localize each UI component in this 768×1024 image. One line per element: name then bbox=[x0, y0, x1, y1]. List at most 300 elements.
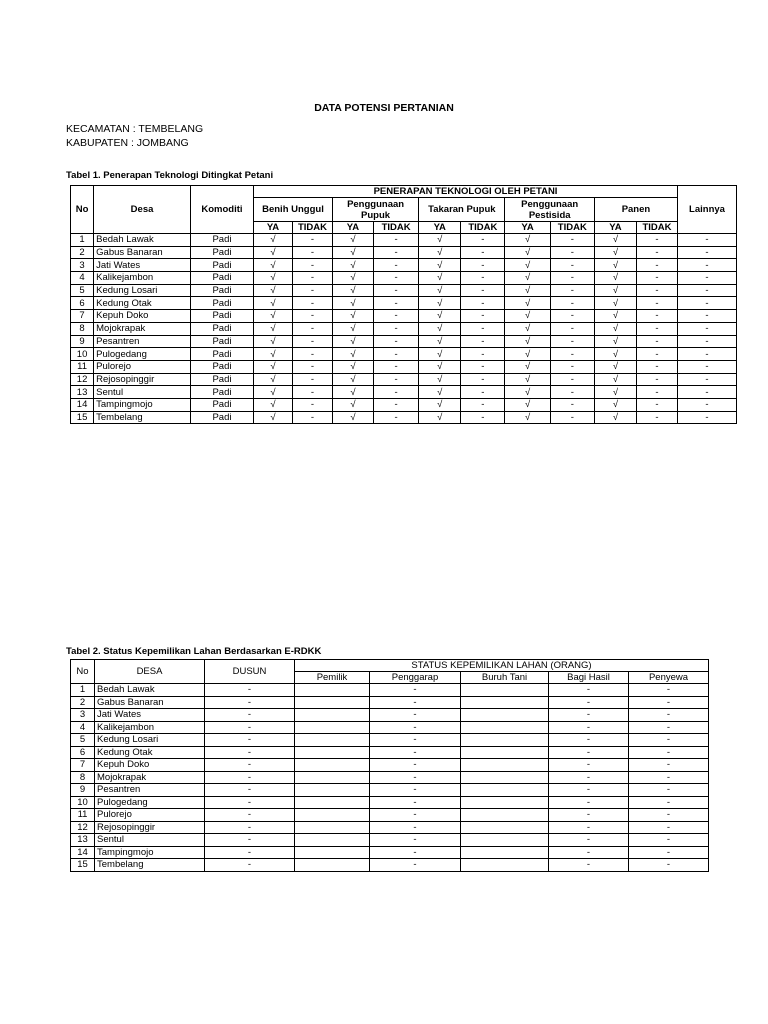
table-row bbox=[71, 796, 709, 809]
row-penyewa: - bbox=[629, 859, 709, 872]
row-komoditi: Padi bbox=[190, 272, 253, 285]
row-lainnya: - bbox=[678, 234, 737, 247]
row-no: 15 bbox=[71, 859, 95, 872]
row-no: 9 bbox=[71, 784, 95, 797]
row-buruh-tani bbox=[461, 709, 549, 722]
row-pemilik bbox=[295, 771, 370, 784]
row-dusun: - bbox=[205, 746, 295, 759]
header-ya: YA bbox=[505, 222, 550, 234]
row-desa: Pesantren bbox=[94, 335, 191, 348]
table-row bbox=[71, 234, 737, 247]
table-row bbox=[71, 821, 709, 834]
row-tidak-mark: - bbox=[461, 411, 505, 424]
row-no: 1 bbox=[71, 234, 94, 247]
header-panen: Panen bbox=[594, 198, 677, 222]
row-pemilik bbox=[295, 834, 370, 847]
row-buruh-tani bbox=[461, 771, 549, 784]
row-komoditi: Padi bbox=[190, 373, 253, 386]
row-lainnya: - bbox=[678, 259, 737, 272]
row-tidak-mark: - bbox=[636, 272, 677, 285]
row-ya-mark: √ bbox=[332, 322, 373, 335]
row-tidak-mark: - bbox=[461, 348, 505, 361]
row-desa: Bedah Lawak bbox=[94, 234, 191, 247]
row-ya-mark: √ bbox=[594, 360, 636, 373]
row-ya-mark: √ bbox=[419, 284, 461, 297]
row-tidak-mark: - bbox=[292, 386, 332, 399]
row-no: 5 bbox=[71, 284, 94, 297]
row-dusun: - bbox=[205, 696, 295, 709]
row-dusun: - bbox=[205, 684, 295, 697]
row-tidak-mark: - bbox=[373, 259, 418, 272]
table-row bbox=[71, 759, 709, 772]
row-tidak-mark: - bbox=[636, 234, 677, 247]
row-no: 1 bbox=[71, 684, 95, 697]
row-no: 8 bbox=[71, 771, 95, 784]
row-lainnya: - bbox=[678, 310, 737, 323]
row-no: 8 bbox=[71, 322, 94, 335]
row-no: 5 bbox=[71, 734, 95, 747]
row-buruh-tani bbox=[461, 784, 549, 797]
row-no: 10 bbox=[71, 348, 94, 361]
table-row bbox=[71, 709, 709, 722]
row-bagi-hasil: - bbox=[549, 709, 629, 722]
row-ya-mark: √ bbox=[332, 398, 373, 411]
row-tidak-mark: - bbox=[636, 411, 677, 424]
row-buruh-tani bbox=[461, 759, 549, 772]
row-penggarap: - bbox=[370, 721, 461, 734]
row-ya-mark: √ bbox=[254, 272, 293, 285]
header-ya: YA bbox=[419, 222, 461, 234]
row-penyewa: - bbox=[629, 771, 709, 784]
row-ya-mark: √ bbox=[594, 284, 636, 297]
row-no: 6 bbox=[71, 297, 94, 310]
row-tidak-mark: - bbox=[461, 234, 505, 247]
row-tidak-mark: - bbox=[550, 297, 594, 310]
row-ya-mark: √ bbox=[419, 310, 461, 323]
row-bagi-hasil: - bbox=[549, 859, 629, 872]
table-row bbox=[71, 696, 709, 709]
row-pemilik bbox=[295, 709, 370, 722]
row-tidak-mark: - bbox=[373, 386, 418, 399]
row-ya-mark: √ bbox=[254, 310, 293, 323]
row-ya-mark: √ bbox=[332, 259, 373, 272]
row-penggarap: - bbox=[370, 784, 461, 797]
row-tidak-mark: - bbox=[636, 259, 677, 272]
row-ya-mark: √ bbox=[332, 373, 373, 386]
header-ya: YA bbox=[254, 222, 293, 234]
table-row bbox=[71, 297, 737, 310]
row-buruh-tani bbox=[461, 821, 549, 834]
header-pemilik: Pemilik bbox=[295, 672, 370, 684]
row-ya-mark: √ bbox=[332, 360, 373, 373]
row-tidak-mark: - bbox=[550, 284, 594, 297]
row-penyewa: - bbox=[629, 846, 709, 859]
row-tidak-mark: - bbox=[292, 322, 332, 335]
row-lainnya: - bbox=[678, 360, 737, 373]
row-penggarap: - bbox=[370, 859, 461, 872]
row-buruh-tani bbox=[461, 696, 549, 709]
row-tidak-mark: - bbox=[550, 373, 594, 386]
kabupaten-label: KABUPATEN : JOMBANG bbox=[66, 137, 189, 149]
row-ya-mark: √ bbox=[332, 272, 373, 285]
header-penyewa: Penyewa bbox=[629, 672, 709, 684]
table-row bbox=[71, 284, 737, 297]
row-ya-mark: √ bbox=[594, 373, 636, 386]
row-tidak-mark: - bbox=[373, 398, 418, 411]
row-dusun: - bbox=[205, 809, 295, 822]
row-lainnya: - bbox=[678, 348, 737, 361]
row-lainnya: - bbox=[678, 398, 737, 411]
row-tidak-mark: - bbox=[636, 386, 677, 399]
row-desa: Tembelang bbox=[95, 859, 205, 872]
row-lainnya: - bbox=[678, 386, 737, 399]
row-tidak-mark: - bbox=[550, 322, 594, 335]
row-penggarap: - bbox=[370, 834, 461, 847]
row-tidak-mark: - bbox=[550, 310, 594, 323]
table2-caption: Tabel 2. Status Kepemilikan Lahan Berdasarkan E-RDKK bbox=[66, 646, 322, 657]
row-desa: Tampingmojo bbox=[95, 846, 205, 859]
row-lainnya: - bbox=[678, 322, 737, 335]
header-no: No bbox=[71, 186, 94, 234]
row-pemilik bbox=[295, 721, 370, 734]
row-tidak-mark: - bbox=[550, 335, 594, 348]
row-penyewa: - bbox=[629, 759, 709, 772]
row-ya-mark: √ bbox=[254, 297, 293, 310]
header-tidak: TIDAK bbox=[292, 222, 332, 234]
row-tidak-mark: - bbox=[461, 398, 505, 411]
row-ya-mark: √ bbox=[419, 398, 461, 411]
row-lainnya: - bbox=[678, 272, 737, 285]
row-desa: Pesantren bbox=[95, 784, 205, 797]
header-tidak: TIDAK bbox=[373, 222, 418, 234]
row-tidak-mark: - bbox=[550, 348, 594, 361]
row-pemilik bbox=[295, 796, 370, 809]
row-ya-mark: √ bbox=[594, 411, 636, 424]
row-ya-mark: √ bbox=[594, 386, 636, 399]
row-komoditi: Padi bbox=[190, 297, 253, 310]
row-ya-mark: √ bbox=[332, 335, 373, 348]
row-lainnya: - bbox=[678, 335, 737, 348]
row-tidak-mark: - bbox=[292, 398, 332, 411]
row-ya-mark: √ bbox=[505, 373, 550, 386]
row-desa: Pulogedang bbox=[95, 796, 205, 809]
row-tidak-mark: - bbox=[373, 360, 418, 373]
row-ya-mark: √ bbox=[419, 322, 461, 335]
row-ya-mark: √ bbox=[505, 297, 550, 310]
row-tidak-mark: - bbox=[373, 373, 418, 386]
row-no: 2 bbox=[71, 246, 94, 259]
row-dusun: - bbox=[205, 821, 295, 834]
row-no: 4 bbox=[71, 721, 95, 734]
row-ya-mark: √ bbox=[594, 310, 636, 323]
row-bagi-hasil: - bbox=[549, 821, 629, 834]
header-dusun: DUSUN bbox=[205, 660, 295, 684]
row-komoditi: Padi bbox=[190, 234, 253, 247]
row-ya-mark: √ bbox=[505, 322, 550, 335]
row-komoditi: Padi bbox=[190, 322, 253, 335]
row-penyewa: - bbox=[629, 809, 709, 822]
row-tidak-mark: - bbox=[373, 322, 418, 335]
row-desa: Gabus Banaran bbox=[95, 696, 205, 709]
row-ya-mark: √ bbox=[505, 234, 550, 247]
row-tidak-mark: - bbox=[461, 360, 505, 373]
row-no: 10 bbox=[71, 796, 95, 809]
row-no: 3 bbox=[71, 709, 95, 722]
row-desa: Tampingmojo bbox=[94, 398, 191, 411]
row-lainnya: - bbox=[678, 284, 737, 297]
row-desa: Bedah Lawak bbox=[95, 684, 205, 697]
row-no: 9 bbox=[71, 335, 94, 348]
row-ya-mark: √ bbox=[419, 234, 461, 247]
row-dusun: - bbox=[205, 759, 295, 772]
row-tidak-mark: - bbox=[550, 234, 594, 247]
row-tidak-mark: - bbox=[292, 259, 332, 272]
row-desa: Pulorejo bbox=[95, 809, 205, 822]
row-tidak-mark: - bbox=[550, 259, 594, 272]
row-tidak-mark: - bbox=[292, 348, 332, 361]
row-desa: Jati Wates bbox=[94, 259, 191, 272]
row-ya-mark: √ bbox=[332, 411, 373, 424]
header-ya: YA bbox=[594, 222, 636, 234]
row-tidak-mark: - bbox=[461, 322, 505, 335]
table-row bbox=[71, 746, 709, 759]
row-ya-mark: √ bbox=[254, 398, 293, 411]
header-desa: DESA bbox=[95, 660, 205, 684]
row-penyewa: - bbox=[629, 834, 709, 847]
row-dusun: - bbox=[205, 834, 295, 847]
row-bagi-hasil: - bbox=[549, 734, 629, 747]
row-tidak-mark: - bbox=[550, 398, 594, 411]
row-ya-mark: √ bbox=[505, 272, 550, 285]
row-tidak-mark: - bbox=[373, 284, 418, 297]
header-penggarap: Penggarap bbox=[370, 672, 461, 684]
row-ya-mark: √ bbox=[419, 386, 461, 399]
row-ya-mark: √ bbox=[594, 259, 636, 272]
row-ya-mark: √ bbox=[332, 234, 373, 247]
row-tidak-mark: - bbox=[373, 234, 418, 247]
row-tidak-mark: - bbox=[636, 373, 677, 386]
row-ya-mark: √ bbox=[594, 234, 636, 247]
row-ya-mark: √ bbox=[505, 284, 550, 297]
row-tidak-mark: - bbox=[373, 335, 418, 348]
row-desa: Pulorejo bbox=[94, 360, 191, 373]
row-no: 3 bbox=[71, 259, 94, 272]
row-ya-mark: √ bbox=[419, 373, 461, 386]
row-tidak-mark: - bbox=[461, 246, 505, 259]
row-tidak-mark: - bbox=[636, 297, 677, 310]
row-ya-mark: √ bbox=[419, 297, 461, 310]
row-bagi-hasil: - bbox=[549, 846, 629, 859]
table-row bbox=[71, 411, 737, 424]
row-tidak-mark: - bbox=[636, 360, 677, 373]
row-buruh-tani bbox=[461, 834, 549, 847]
row-ya-mark: √ bbox=[505, 310, 550, 323]
table-row bbox=[71, 322, 737, 335]
row-tidak-mark: - bbox=[373, 411, 418, 424]
row-ya-mark: √ bbox=[505, 398, 550, 411]
table-row bbox=[71, 809, 709, 822]
row-desa: Jati Wates bbox=[95, 709, 205, 722]
table-row bbox=[71, 360, 737, 373]
row-lainnya: - bbox=[678, 246, 737, 259]
row-tidak-mark: - bbox=[636, 335, 677, 348]
row-no: 7 bbox=[71, 759, 95, 772]
row-ya-mark: √ bbox=[332, 310, 373, 323]
row-tidak-mark: - bbox=[292, 335, 332, 348]
header-komoditi: Komoditi bbox=[190, 186, 253, 234]
row-ya-mark: √ bbox=[419, 272, 461, 285]
header-lainnya: Lainnya bbox=[678, 186, 737, 234]
row-tidak-mark: - bbox=[461, 284, 505, 297]
row-bagi-hasil: - bbox=[549, 721, 629, 734]
table-row bbox=[71, 373, 737, 386]
table-row bbox=[71, 721, 709, 734]
row-desa: Kepuh Doko bbox=[94, 310, 191, 323]
row-tidak-mark: - bbox=[636, 246, 677, 259]
row-desa: Mojokrapak bbox=[95, 771, 205, 784]
row-penggarap: - bbox=[370, 696, 461, 709]
row-desa: Pulogedang bbox=[94, 348, 191, 361]
row-ya-mark: √ bbox=[332, 284, 373, 297]
row-no: 6 bbox=[71, 746, 95, 759]
row-tidak-mark: - bbox=[636, 348, 677, 361]
row-lainnya: - bbox=[678, 297, 737, 310]
row-dusun: - bbox=[205, 846, 295, 859]
row-dusun: - bbox=[205, 721, 295, 734]
row-ya-mark: √ bbox=[505, 411, 550, 424]
table-row bbox=[71, 734, 709, 747]
row-komoditi: Padi bbox=[190, 246, 253, 259]
row-penyewa: - bbox=[629, 696, 709, 709]
row-ya-mark: √ bbox=[254, 322, 293, 335]
row-ya-mark: √ bbox=[419, 246, 461, 259]
table-row bbox=[71, 246, 737, 259]
row-pemilik bbox=[295, 859, 370, 872]
row-dusun: - bbox=[205, 784, 295, 797]
row-no: 2 bbox=[71, 696, 95, 709]
row-pemilik bbox=[295, 746, 370, 759]
row-desa: Tembelang bbox=[94, 411, 191, 424]
row-tidak-mark: - bbox=[373, 297, 418, 310]
row-ya-mark: √ bbox=[505, 259, 550, 272]
header-tidak: TIDAK bbox=[550, 222, 594, 234]
row-ya-mark: √ bbox=[419, 348, 461, 361]
row-pemilik bbox=[295, 821, 370, 834]
row-ya-mark: √ bbox=[505, 360, 550, 373]
land-ownership-table bbox=[70, 659, 709, 872]
technology-table bbox=[70, 185, 737, 424]
row-tidak-mark: - bbox=[550, 246, 594, 259]
row-bagi-hasil: - bbox=[549, 809, 629, 822]
table-row bbox=[71, 784, 709, 797]
row-komoditi: Padi bbox=[190, 360, 253, 373]
header-bagi-hasil: Bagi Hasil bbox=[549, 672, 629, 684]
header-penggunaan-pestisida: Penggunaan Pestisida bbox=[505, 198, 594, 222]
row-ya-mark: √ bbox=[419, 411, 461, 424]
row-penyewa: - bbox=[629, 709, 709, 722]
row-ya-mark: √ bbox=[254, 386, 293, 399]
table-row bbox=[71, 272, 737, 285]
row-ya-mark: √ bbox=[594, 272, 636, 285]
header-benih-unggul: Benih Unggul bbox=[254, 198, 333, 222]
row-dusun: - bbox=[205, 859, 295, 872]
row-tidak-mark: - bbox=[636, 310, 677, 323]
row-tidak-mark: - bbox=[292, 272, 332, 285]
row-buruh-tani bbox=[461, 684, 549, 697]
document-title: DATA POTENSI PERTANIAN bbox=[314, 102, 454, 114]
row-tidak-mark: - bbox=[373, 246, 418, 259]
header-no: No bbox=[71, 660, 95, 684]
row-tidak-mark: - bbox=[292, 246, 332, 259]
row-tidak-mark: - bbox=[292, 297, 332, 310]
row-penggarap: - bbox=[370, 709, 461, 722]
row-pemilik bbox=[295, 759, 370, 772]
table-row bbox=[71, 846, 709, 859]
row-tidak-mark: - bbox=[636, 322, 677, 335]
row-ya-mark: √ bbox=[254, 373, 293, 386]
row-buruh-tani bbox=[461, 809, 549, 822]
row-penggarap: - bbox=[370, 846, 461, 859]
row-desa: Kalikejambon bbox=[94, 272, 191, 285]
row-penggarap: - bbox=[370, 759, 461, 772]
row-komoditi: Padi bbox=[190, 386, 253, 399]
row-buruh-tani bbox=[461, 859, 549, 872]
row-penggarap: - bbox=[370, 809, 461, 822]
row-ya-mark: √ bbox=[254, 246, 293, 259]
row-penggarap: - bbox=[370, 734, 461, 747]
row-ya-mark: √ bbox=[332, 246, 373, 259]
row-penyewa: - bbox=[629, 721, 709, 734]
row-desa: Kedung Losari bbox=[94, 284, 191, 297]
row-tidak-mark: - bbox=[461, 373, 505, 386]
row-tidak-mark: - bbox=[461, 386, 505, 399]
row-bagi-hasil: - bbox=[549, 784, 629, 797]
header-tidak: TIDAK bbox=[636, 222, 677, 234]
row-penyewa: - bbox=[629, 796, 709, 809]
row-tidak-mark: - bbox=[461, 335, 505, 348]
header-tidak: TIDAK bbox=[461, 222, 505, 234]
row-tidak-mark: - bbox=[292, 411, 332, 424]
row-pemilik bbox=[295, 734, 370, 747]
row-desa: Rejosopinggir bbox=[94, 373, 191, 386]
row-desa: Rejosopinggir bbox=[95, 821, 205, 834]
row-ya-mark: √ bbox=[419, 360, 461, 373]
row-no: 11 bbox=[71, 360, 94, 373]
row-tidak-mark: - bbox=[373, 348, 418, 361]
row-desa: Kepuh Doko bbox=[95, 759, 205, 772]
row-ya-mark: √ bbox=[254, 360, 293, 373]
row-no: 15 bbox=[71, 411, 94, 424]
row-tidak-mark: - bbox=[373, 272, 418, 285]
row-buruh-tani bbox=[461, 734, 549, 747]
table-row bbox=[71, 771, 709, 784]
row-ya-mark: √ bbox=[254, 259, 293, 272]
row-buruh-tani bbox=[461, 721, 549, 734]
row-dusun: - bbox=[205, 796, 295, 809]
row-ya-mark: √ bbox=[594, 246, 636, 259]
table1-caption: Tabel 1. Penerapan Teknologi Ditingkat Petani bbox=[66, 170, 274, 181]
row-ya-mark: √ bbox=[505, 246, 550, 259]
header-technology-group: PENERAPAN TEKNOLOGI OLEH PETANI bbox=[254, 186, 678, 198]
row-dusun: - bbox=[205, 771, 295, 784]
row-ya-mark: √ bbox=[594, 335, 636, 348]
row-komoditi: Padi bbox=[190, 259, 253, 272]
row-no: 7 bbox=[71, 310, 94, 323]
row-buruh-tani bbox=[461, 746, 549, 759]
table-row bbox=[71, 259, 737, 272]
table-row bbox=[71, 684, 709, 697]
row-tidak-mark: - bbox=[461, 310, 505, 323]
